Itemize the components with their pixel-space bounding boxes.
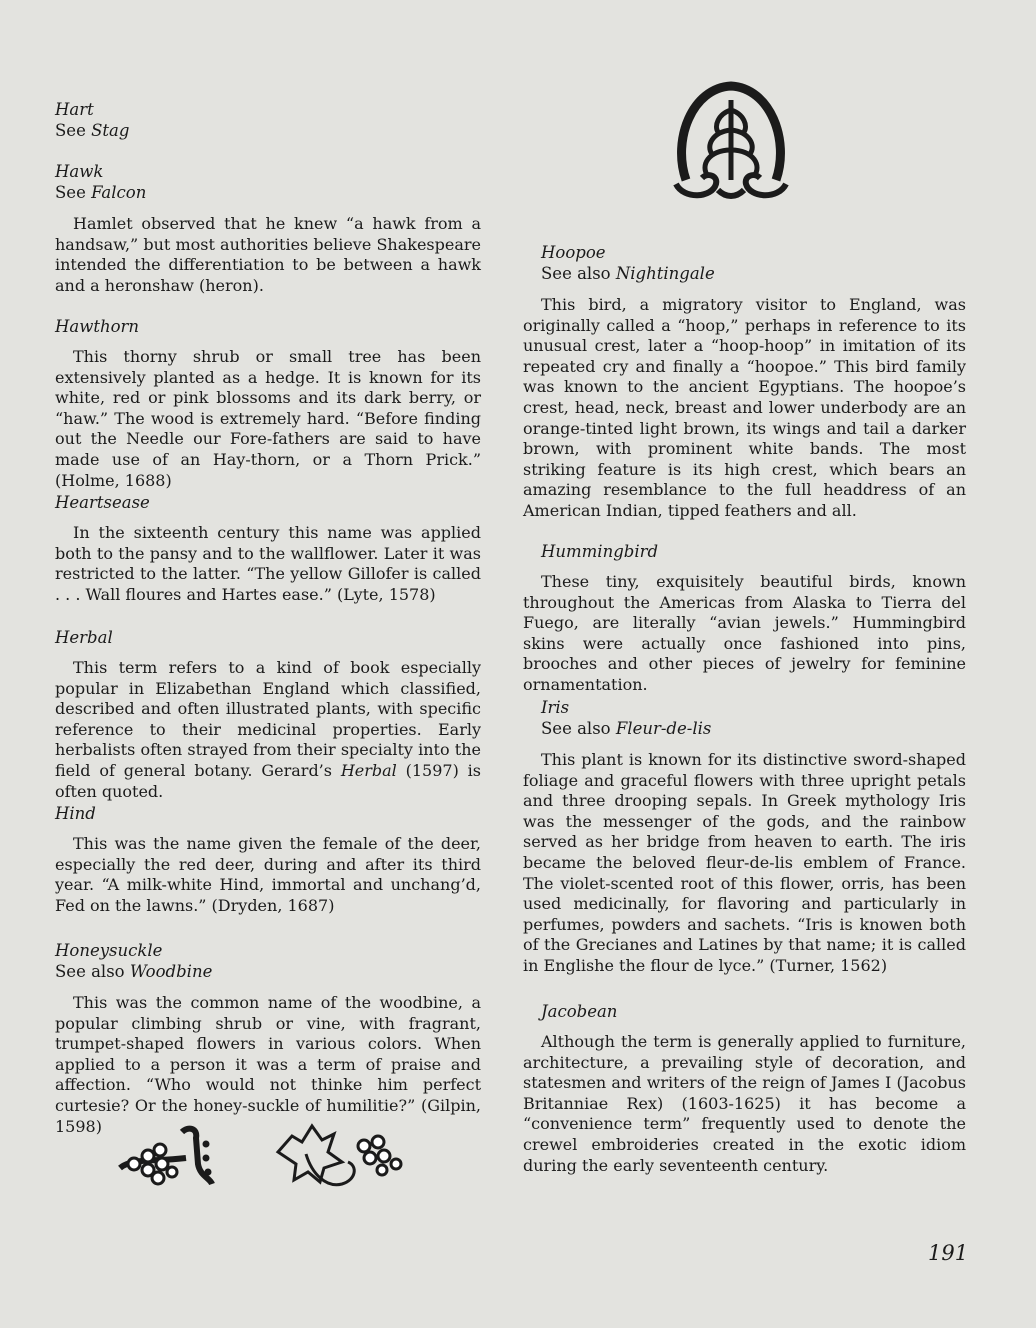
entry-heading: Jacobean <box>541 1002 618 1021</box>
entry-hawk <box>55 161 481 296</box>
entry-body: These tiny, exquisitely beautiful birds, known throughout the Americas from Alaska to Tierra del Fuego, are literally “avian jewels.” Hummingbird skins were actually once fashioned into pins, brooches and other pieces of jewelry for feminine ornamentation. <box>523 572 966 694</box>
anthemion-ornament <box>672 80 790 200</box>
entry-heading: Hawthorn <box>55 317 140 336</box>
cross-reference-link[interactable]: Nightingale <box>615 264 715 283</box>
entry-heartsease <box>55 492 481 605</box>
entry-body: This bird, a migratory visitor to England, was originally called a “hoop,” perhaps in reference to its unusual crest, later a “hoop-hoop” in imitation of its repeated cry and finally a “hoopoe.” This bird family was known to the ancient Egyptians. The hoopoe’s crest, head, neck, breast and lower underbody are an orange-tinted light brown, its wings and tail a darker brown, with prominent white bands. The most striking feature is its high crest, which bears an amazing resemblance to the full headdress of an American Indian, tipped feathers and all. <box>523 295 966 520</box>
entry-heading: Hart <box>55 100 94 119</box>
entry-body: This was the common name of the woodbine, a popular climbing shrub or vine, with fragrant, trumpet-shaped flowers in various colors. When applied to a person it was a term of praise and affection. “Who would not thinke him perfect curtesie? Or the honey-suckle of humilitie?” (Gilpin, 1598) <box>55 993 481 1136</box>
entry-hart <box>55 99 481 141</box>
grape-vine-ornament <box>112 1124 232 1194</box>
see-reference: See Stag <box>55 121 130 140</box>
entry-heading: Iris <box>541 698 570 717</box>
entry-herbal <box>55 627 481 802</box>
entry-iris <box>523 697 966 977</box>
entry-heading: Herbal <box>55 628 113 647</box>
see-reference: See also Woodbine <box>55 962 213 981</box>
entry-honeysuckle <box>55 940 481 1137</box>
cross-reference-link[interactable]: Falcon <box>91 183 147 202</box>
see-reference: See also Fleur-de-lis <box>541 719 712 738</box>
entry-heading: Honeysuckle <box>55 941 163 960</box>
entry-body: This plant is known for its distinctive sword-shaped foliage and graceful flowers with three upright petals and three drooping sepals. In Greek mythology Iris was the messenger of the gods, and the rainbow served as her bridge from heaven to earth. The iris became the beloved fleur-de-lis emblem of France. The violet-scented root of this flower, orris, has been used medicinally, for flavoring and particularly in perfumes, powders and sachets. “Iris is knowen both of the Grecianes and Latines by that name; it is called in Englishe the flour de lyce.” (Turner, 1562) <box>523 750 966 975</box>
cross-reference-link[interactable]: Fleur-de-lis <box>615 719 712 738</box>
entry-body: Hamlet observed that he knew “a hawk from a handsaw,” but most authorities believe Shakespeare intended the differentiation to be between a hawk and a heronshaw (heron). <box>55 214 481 295</box>
cross-reference-link[interactable]: Woodbine <box>129 962 213 981</box>
entry-heading: Hoopoe <box>541 243 606 262</box>
entry-hoopoe <box>523 242 966 522</box>
cross-reference-link[interactable]: Stag <box>91 121 130 140</box>
entry-body: Although the term is generally applied to furniture, architecture, a prevailing style of decoration, and statesmen and writers of the reign of James I (Jacobus Britanniae Rex) (1603-1625) it has become a “convenience term” frequently used to denote the crewel embroideries created in the exotic idiom during the early seventeenth century. <box>523 1032 966 1175</box>
entry-heading: Hummingbird <box>541 542 659 561</box>
leaf-and-grapes-ornament <box>272 1122 412 1194</box>
entry-hummingbird <box>523 541 966 696</box>
see-reference: See also Nightingale <box>541 264 715 283</box>
entry-heading: Heartsease <box>55 493 150 512</box>
entry-body: This term refers to a kind of book especially popular in Elizabethan England which classified, described and often illustrated plants, with specific reference to their medicinal properties. Early herbalists often strayed from their specialty into the field of general botany. Gerard’s Herbal (1597) is often quoted. <box>55 658 482 801</box>
entry-body: In the sixteenth century this name was applied both to the pansy and to the wallflower. Later it was restricted to the latter. “The yellow Gillofer is called . . . Wall floures and Hartes ease.” (Lyte, 1578) <box>55 523 481 604</box>
entry-heading: Hind <box>55 804 96 823</box>
see-reference: See Falcon <box>55 183 147 202</box>
entry-body: This thorny shrub or small tree has been extensively planted as a hedge. It is known for its white, red or pink blossoms and its dark berry, or “haw.” The wood is extremely hard. “Before finding out the Needle our Fore-fathers are said to have made use of an Hay-thorn, or a Thorn Prick.” (Holme, 1688) <box>55 347 481 490</box>
entry-hawthorn <box>55 316 481 491</box>
entry-body: This was the name given the female of the deer, especially the red deer, during and after its third year. “A milk-white Hind, immortal and unchang’d, Fed on the lawns.” (Dryden, 1687) <box>55 834 481 915</box>
entry-heading: Hawk <box>55 162 104 181</box>
entry-hind <box>55 803 481 916</box>
entry-jacobean <box>523 1001 966 1176</box>
page-number: 191 <box>928 1241 969 1265</box>
